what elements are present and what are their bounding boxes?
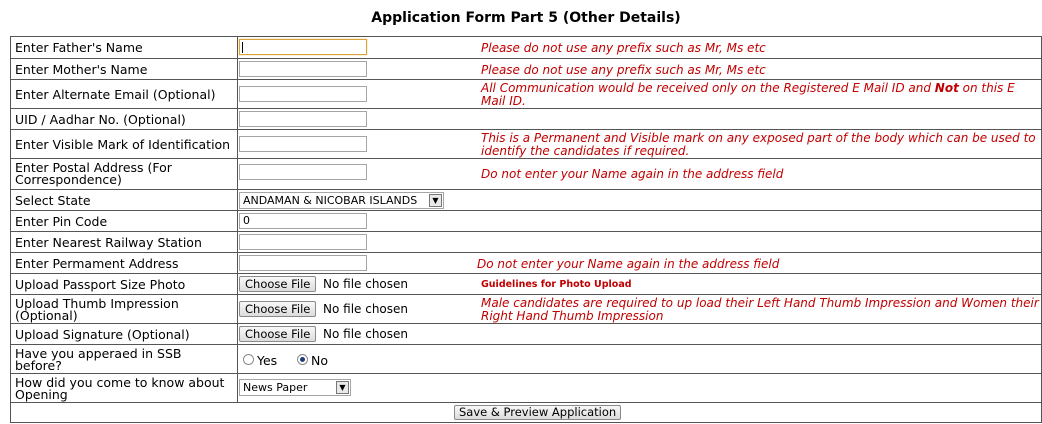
source-select[interactable] [239, 379, 351, 396]
text-cursor [242, 42, 243, 53]
father-name-note: Please do not use any prefix such as Mr, Ms etc [481, 41, 766, 55]
column-divider [237, 274, 238, 294]
state-select[interactable] [239, 192, 444, 209]
column-divider [237, 130, 238, 158]
visible-mark-label: Enter Visible Mark of Identification [15, 137, 231, 152]
column-divider [237, 253, 238, 273]
state-label: Select State [15, 193, 91, 208]
mother-name-label: Enter Mother's Name [15, 62, 148, 77]
source-selected-value: News Paper [243, 381, 308, 394]
row-postal-address [11, 158, 1041, 189]
row-alternate-email [11, 79, 1041, 108]
column-divider [237, 159, 238, 189]
column-divider [237, 324, 238, 344]
column-divider [237, 374, 238, 402]
row-mother-name [11, 58, 1041, 79]
row-railway-station [11, 231, 1041, 252]
photo-choose-file-button[interactable]: Choose File [239, 276, 316, 292]
column-divider [237, 295, 238, 323]
alternate-email-note-text: All Communication would be received only on the Registered E Mail ID and [481, 81, 935, 95]
pin-code-input[interactable]: 0 [239, 213, 367, 229]
visible-mark-note: This is a Permanent and Visible mark on any exposed part of the body which can be used to identify the candidates if required. [481, 131, 1036, 158]
page-title: Application Form Part 5 (Other Details) [371, 10, 681, 26]
row-permanent-address [11, 252, 1041, 273]
row-father-name [11, 37, 1041, 58]
thumb-upload-note: Male candidates are required to up load their Left Hand Thumb Impression and Women their Right Hand Thumb Impression [481, 296, 1039, 323]
chevron-down-icon[interactable]: ▼ [429, 194, 442, 207]
alternate-email-input[interactable] [239, 86, 367, 102]
application-form [10, 36, 1042, 423]
ssb-yes-radio[interactable] [243, 354, 254, 365]
column-divider [237, 109, 238, 129]
railway-station-input[interactable] [239, 234, 367, 250]
column-divider [237, 80, 238, 108]
ssb-no-radio[interactable] [297, 354, 308, 365]
permanent-address-note: Do not enter your Name again in the address field [477, 257, 780, 271]
railway-station-label: Enter Nearest Railway Station [15, 235, 202, 250]
save-preview-button[interactable]: Save & Preview Application [454, 405, 621, 420]
postal-address-note: Do not enter your Name again in the address field [481, 167, 784, 181]
photo-file-status: No file chosen [323, 277, 409, 291]
alternate-email-label: Enter Alternate Email (Optional) [15, 87, 216, 102]
alternate-email-note-text-end: on this E Mail ID. [481, 81, 1015, 108]
column-divider [237, 37, 238, 58]
photo-guidelines-link[interactable]: Guidelines for Photo Upload [481, 279, 632, 290]
mother-name-input[interactable] [239, 61, 367, 77]
thumb-file-status: No file chosen [323, 302, 409, 316]
permanent-address-label: Enter Permament Address [15, 256, 179, 271]
father-name-input[interactable] [239, 39, 367, 55]
postal-address-input[interactable] [239, 164, 367, 180]
thumb-choose-file-button[interactable]: Choose File [239, 301, 316, 317]
row-thumb-upload [11, 294, 1041, 323]
row-source [11, 373, 1041, 402]
column-divider [237, 232, 238, 252]
signature-file-status: No file chosen [323, 327, 409, 341]
row-visible-mark [11, 129, 1041, 158]
row-uid [11, 108, 1041, 129]
ssb-yes-label: Yes [257, 353, 278, 368]
pin-code-label: Enter Pin Code [15, 214, 108, 229]
state-selected-value: ANDAMAN & NICOBAR ISLANDS [243, 194, 418, 207]
row-state [11, 189, 1041, 210]
row-signature-upload [11, 323, 1041, 344]
column-divider [237, 190, 238, 210]
uid-input[interactable] [239, 111, 367, 127]
signature-upload-label: Upload Signature (Optional) [15, 327, 190, 342]
row-photo-upload [11, 273, 1041, 294]
uid-label: UID / Aadhar No. (Optional) [15, 112, 186, 127]
postal-address-label: Enter Postal Address (For Correspondence) [15, 160, 172, 187]
visible-mark-input[interactable] [239, 136, 367, 152]
row-pin-code [11, 210, 1041, 231]
ssb-no-label: No [311, 353, 328, 368]
father-name-label: Enter Father's Name [15, 40, 143, 55]
mother-name-note: Please do not use any prefix such as Mr, Ms etc [481, 63, 766, 77]
alternate-email-note [481, 82, 1041, 108]
alternate-email-note-bold: Not [934, 81, 959, 95]
signature-choose-file-button[interactable]: Choose File [239, 326, 316, 342]
column-divider [237, 59, 238, 79]
permanent-address-input[interactable] [239, 255, 367, 271]
ssb-label: Have you apperaed in SSB before? [15, 346, 182, 373]
row-ssb [11, 344, 1041, 373]
source-label: How did you come to know about Opening [15, 375, 225, 402]
chevron-down-icon[interactable]: ▼ [336, 381, 349, 394]
column-divider [237, 345, 238, 373]
column-divider [237, 211, 238, 231]
photo-upload-label: Upload Passport Size Photo [15, 277, 186, 292]
thumb-upload-label: Upload Thumb Impression (Optional) [15, 296, 179, 323]
